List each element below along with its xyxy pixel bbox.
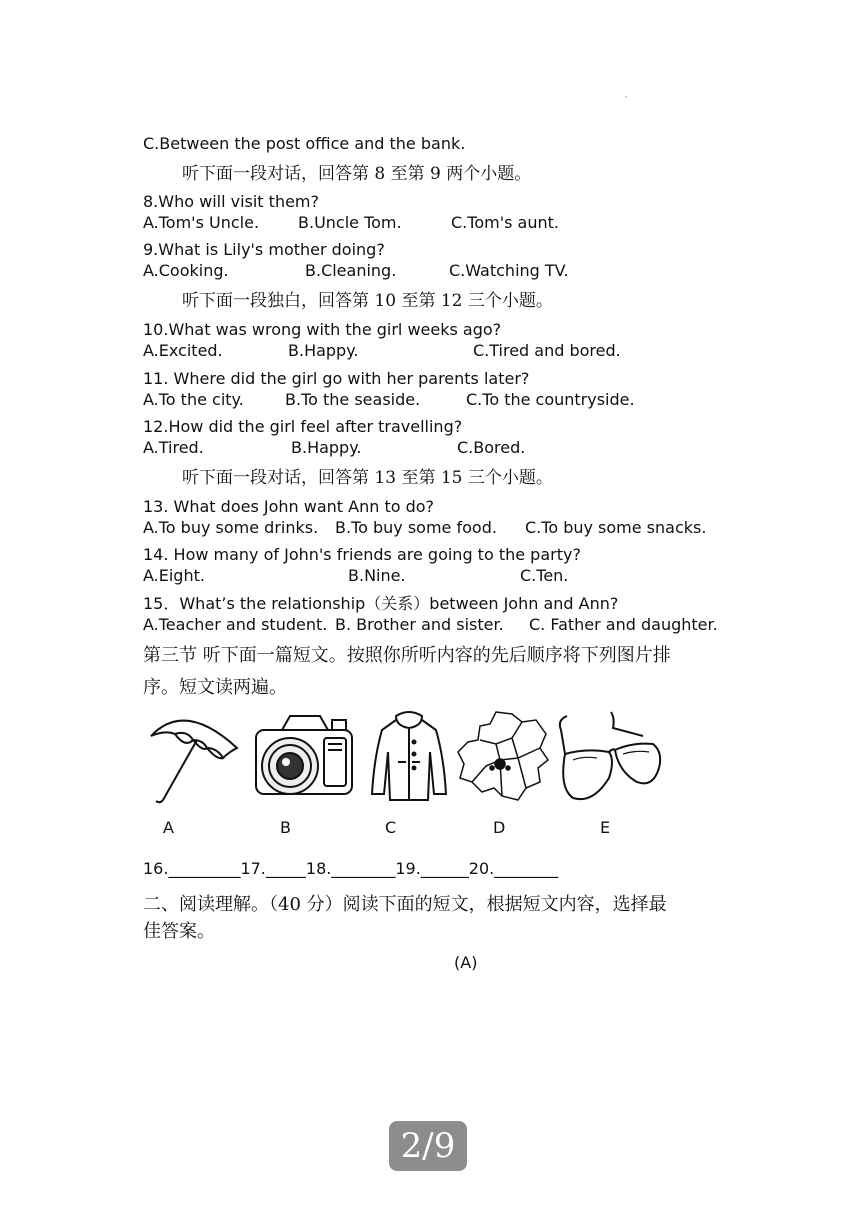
option-13b: B.To buy some food. (335, 518, 497, 537)
option-14b: B.Nine. (348, 566, 406, 585)
section-heading: 第三节 听下面一篇短文。按照你所听内容的先后顺序将下列图片排 (143, 645, 671, 666)
option-12a: A.Tired. (143, 438, 204, 457)
picture-letter: E (600, 818, 611, 837)
question-14: 14. How many of John's friends are going to the party? (143, 545, 581, 564)
question-13: 13. What does John want Ann to do? (143, 497, 435, 516)
picture-letter: B (280, 818, 291, 837)
question-12: 12.How did the girl feel after travelling? (143, 417, 463, 436)
option-13c: C.To buy some snacks. (525, 518, 707, 537)
sunglasses-icon (553, 708, 667, 804)
picture-letter: A (163, 818, 174, 837)
answer-blanks: 16._________17._____18.________19.______20.________ (143, 859, 559, 878)
section-heading: 二、阅读理解。（40 分）阅读下面的短文，根据短文内容，选择最 (143, 894, 667, 915)
option-8a: A.Tom's Uncle. (143, 213, 260, 232)
section-heading-cont: 序。短文读两遍。 (143, 677, 287, 698)
umbrella-icon (145, 708, 241, 804)
option-9c: C.Watching TV. (449, 261, 569, 280)
option-10b: B.Happy. (288, 341, 359, 360)
option-11a: A.To the city. (143, 390, 244, 409)
option-9b: B.Cleaning. (305, 261, 397, 280)
option-10c: C.Tired and bored. (473, 341, 621, 360)
option-8b: B.Uncle Tom. (298, 213, 402, 232)
instruction: 听下面一段独白，回答第 10 至第 12 三个小题。 (182, 291, 553, 311)
option-9a: A.Cooking. (143, 261, 229, 280)
option-14a: A.Eight. (143, 566, 205, 585)
question-10: 10.What was wrong with the girl weeks ago? (143, 320, 502, 339)
option-11c: C.To the countryside. (466, 390, 635, 409)
question-15: 15．What’s the relationship（关系）between John and Ann? (143, 594, 619, 613)
option-15c: C. Father and daughter. (529, 615, 718, 634)
picture-letter: C (385, 818, 397, 837)
question-8: 8.Who will visit them? (143, 192, 319, 211)
jacket-icon (368, 708, 450, 804)
speck (625, 96, 627, 98)
option-15a: A.Teacher and student. (143, 615, 328, 634)
option-15b: B. Brother and sister. (335, 615, 504, 634)
option-12b: B.Happy. (291, 438, 362, 457)
page-indicator: 2/9 (389, 1121, 467, 1171)
camera-icon (248, 708, 360, 804)
instruction: 听下面一段对话，回答第 8 至第 9 两个小题。 (182, 164, 532, 184)
question-9: 9.What is Lily's mother doing? (143, 240, 385, 259)
question-11: 11. Where did the girl go with her parents later? (143, 369, 530, 388)
option-line: C.Between the post office and the bank. (143, 134, 466, 153)
option-12c: C.Bored. (457, 438, 526, 457)
passage-label: (A) (454, 953, 478, 972)
option-13a: A.To buy some drinks. (143, 518, 319, 537)
option-10a: A.Excited. (143, 341, 223, 360)
option-8c: C.Tom's aunt. (451, 213, 559, 232)
option-11b: B.To the seaside. (285, 390, 421, 409)
option-14c: C.Ten. (520, 566, 569, 585)
picture-letter: D (493, 818, 506, 837)
section-heading-cont: 佳答案。 (143, 921, 215, 942)
map-icon (456, 708, 552, 804)
instruction: 听下面一段对话，回答第 13 至第 15 三个小题。 (182, 468, 553, 488)
